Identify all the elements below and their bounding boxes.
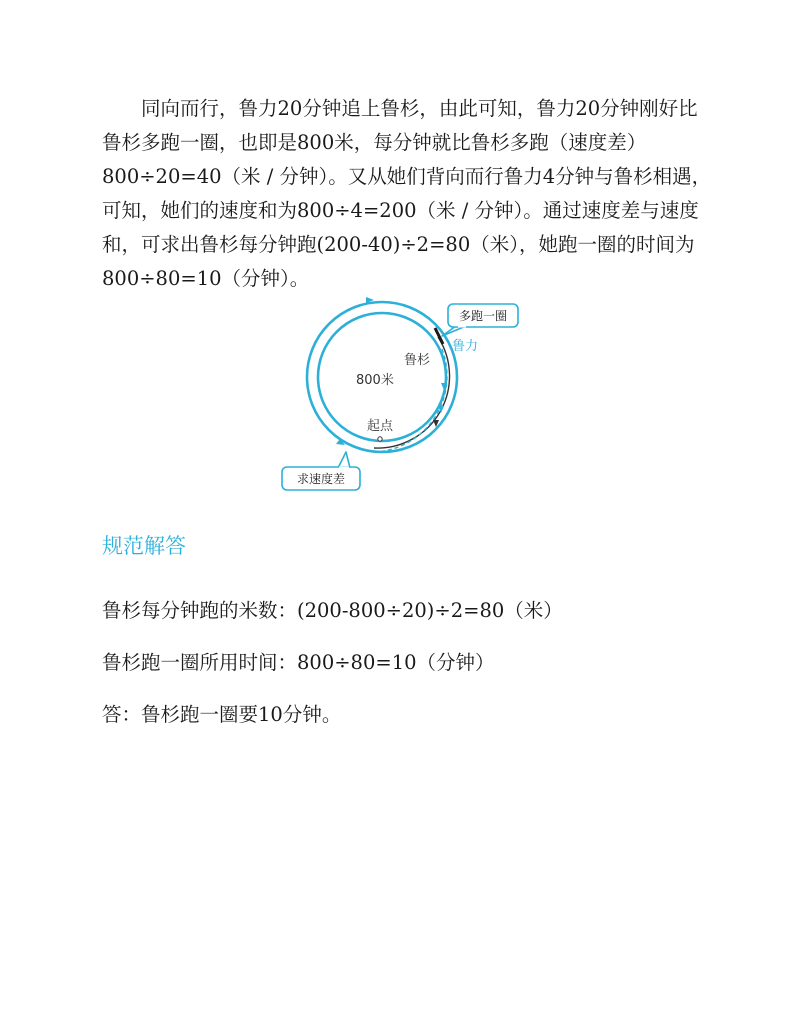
section-title: 规范解答 — [102, 534, 186, 558]
arc-arrow-icon — [438, 406, 444, 413]
callout-bottom-label: 求速度差 — [296, 472, 346, 486]
explanation-line: 800÷20=40（米 / 分钟）。又从她们背向而行鲁力4分钟与鲁杉相遇， — [102, 165, 712, 188]
explanation-line: 800÷80=10（分钟）。 — [102, 267, 310, 290]
explanation-paragraph — [102, 92, 712, 296]
callout-top-label: 多跑一圈 — [458, 309, 508, 323]
distance-label: 800米 — [356, 373, 394, 388]
track-diagram — [270, 292, 540, 497]
start-label: 起点 — [367, 419, 394, 434]
explanation-line: 和，可求出鲁杉每分钟跑(200-40)÷2=80（米），她跑一圈的时间为 — [102, 233, 695, 256]
solution-step-1: 鲁杉每分钟跑的米数：(200-800÷20)÷2=80（米） — [102, 599, 563, 622]
explanation-line: 鲁杉多跑一圈，也即是800米，每分钟就比鲁杉多跑（速度差） — [102, 131, 647, 154]
start-point-dot — [378, 437, 382, 441]
lushan-label: 鲁杉 — [404, 353, 431, 368]
final-answer: 答：鲁杉跑一圈要10分钟。 — [102, 703, 342, 726]
solution-step-2: 鲁杉跑一圈所用时间：800÷80=10（分钟） — [102, 651, 495, 674]
luli-label: 鲁力 — [452, 339, 479, 354]
callout-bottom-pointer — [338, 452, 350, 468]
explanation-line: 可知，她们的速度和为800÷4=200（米 / 分钟）。通过速度差与速度 — [102, 199, 699, 222]
explanation-line: 同向而行，鲁力20分钟追上鲁杉，由此可知，鲁力20分钟刚好比 — [141, 97, 698, 120]
